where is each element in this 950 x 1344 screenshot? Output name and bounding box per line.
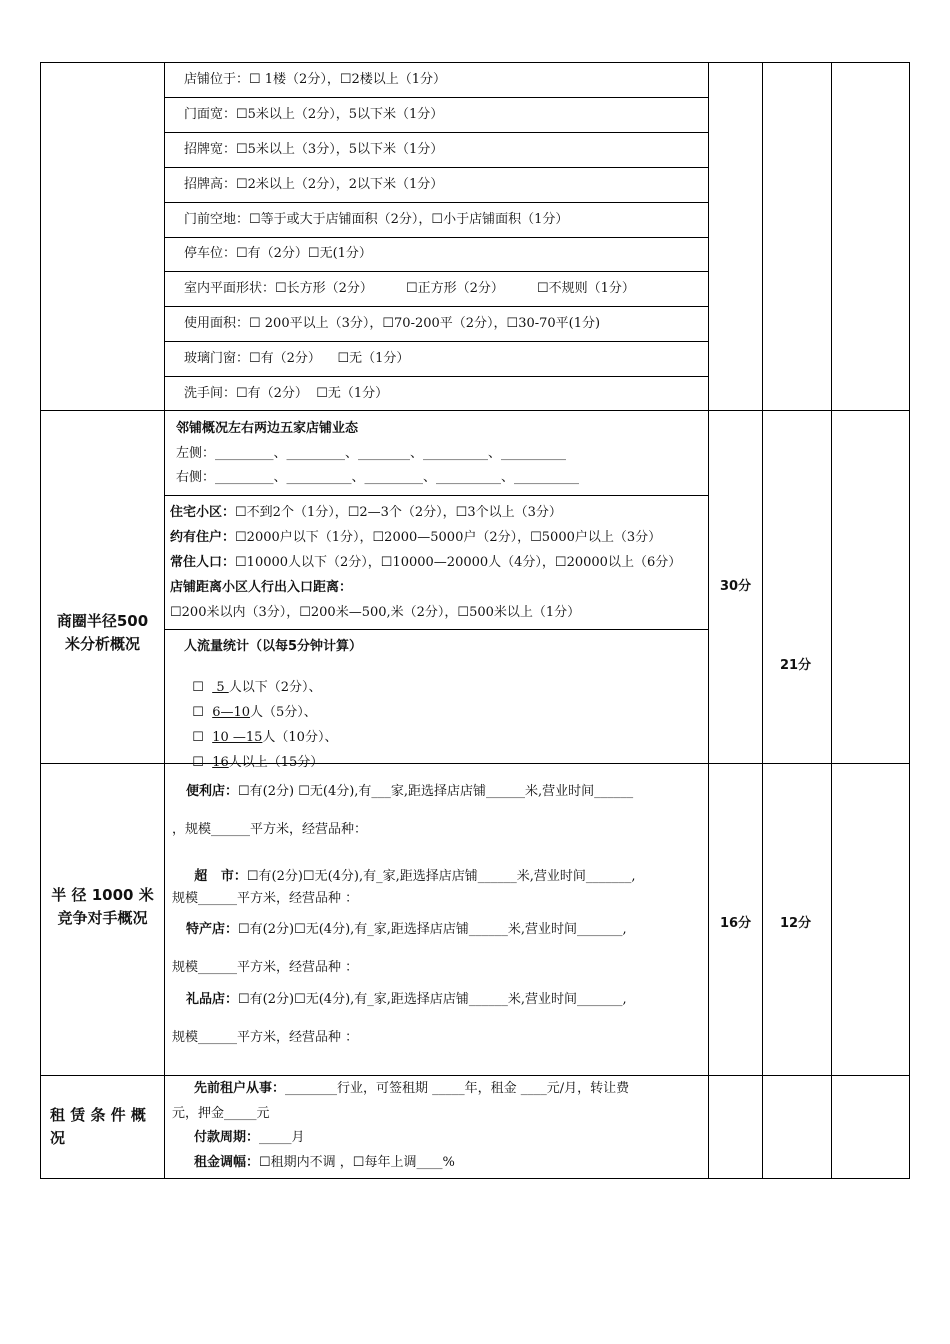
checkbox-icon: ☐ bbox=[192, 730, 204, 745]
col-divider bbox=[831, 62, 832, 1179]
section-label-lease bbox=[50, 1104, 158, 1150]
checkbox-icon: ☐ bbox=[192, 705, 204, 720]
location-row: 玻璃门窗：☐有（2分） ☐无（1分） bbox=[184, 351, 410, 366]
section-label-line: 半 径 1000 米 bbox=[51, 886, 154, 904]
section-label-line: 租 赁 条 件 概 bbox=[50, 1106, 146, 1124]
location-row: 门前空地：☐等于或大于店铺面积（2分），☐小于店铺面积（1分） bbox=[184, 212, 569, 227]
row-divider bbox=[164, 132, 708, 133]
traffic-number: 5 bbox=[212, 680, 229, 695]
section-label-line: 竞争对手概况 bbox=[57, 909, 148, 927]
row-divider bbox=[164, 376, 708, 377]
location-row: 停车位：☐有（2分）☐无(1分） bbox=[184, 246, 372, 261]
residential-row bbox=[170, 505, 562, 521]
location-row: 使用面积：☐ 200平以上（3分），☐70-200平（2分），☐30-70平(1分) bbox=[184, 316, 601, 331]
checkbox-icon: ☐ bbox=[192, 680, 204, 695]
distance-options: ☐200米以内（3分），☐200米—500,米（2分），☐500米以上（1分） bbox=[170, 605, 581, 620]
residential-options: ☐2000户以下（1分），☐2000—5000户（2分），☐5000户以上（3分） bbox=[235, 530, 662, 545]
traffic-text: 人（10分）、 bbox=[262, 730, 338, 745]
row-divider bbox=[164, 306, 708, 307]
col-divider bbox=[164, 62, 165, 1179]
section-label-line: 米分析概况 bbox=[64, 635, 140, 653]
lease-value: ☐租期内不调 ，☐每年上调____% bbox=[259, 1155, 455, 1170]
lease-label: 付款周期： bbox=[194, 1130, 260, 1145]
row-divider bbox=[164, 237, 708, 238]
residential-label: 约有住户： bbox=[170, 530, 236, 545]
traffic-text: 人以下（2分）、 bbox=[228, 680, 322, 695]
traffic-number: 6—10 bbox=[212, 705, 251, 720]
residential-options: ☐不到2个（1分），☐2—3个（2分），☐3个以上（3分） bbox=[235, 505, 562, 520]
neighbors-title: 邻铺概况左右两边五家店铺业态 bbox=[176, 421, 359, 436]
residential-options: ☐10000人以下（2分），☐10000—20000人（4分），☐20000以上（6分） bbox=[235, 555, 682, 570]
row-divider bbox=[164, 202, 708, 203]
section-divider bbox=[40, 1075, 910, 1076]
section-label-line: 况 bbox=[50, 1129, 66, 1147]
traffic-text: 人以上（15分） bbox=[228, 755, 324, 770]
traffic-number: 16 bbox=[212, 755, 229, 770]
lease-payment-cycle bbox=[194, 1130, 305, 1146]
traffic-text: 人（5分）、 bbox=[250, 705, 317, 720]
location-row: 门面宽：☐5米以上（2分），5以下米（1分） bbox=[184, 107, 444, 122]
location-row: 店铺位于：☐ 1楼（2分），☐2楼以上（1分） bbox=[184, 72, 447, 87]
competitor-row bbox=[186, 922, 627, 938]
section-label-trade-area bbox=[41, 610, 164, 656]
row-divider bbox=[164, 629, 708, 630]
col-divider bbox=[708, 62, 709, 1179]
traffic-title: 人流量统计（以每5分钟计算） bbox=[184, 639, 363, 654]
lease-value: _____月 bbox=[259, 1130, 305, 1145]
competitor-fields: ☐有(2分)☐无(4分),有_家,距选择店店铺______米,营业时间_______, bbox=[238, 992, 627, 1007]
competitor-row bbox=[186, 784, 633, 800]
competitor-fields: ☐有(2分)☐无(4分),有_家,距选择店店铺______米,营业时间_______, bbox=[238, 922, 627, 937]
row-divider bbox=[164, 341, 708, 342]
section-divider bbox=[40, 410, 910, 411]
neighbors-right: 右侧：_________、__________、_________、__________、__________ bbox=[176, 470, 580, 485]
competitor-fields: ☐有(2分) ☐无(4分),有___家,距选择店店铺______米,营业时间______ bbox=[238, 784, 634, 799]
row-divider bbox=[164, 495, 708, 496]
competitor-detail: ，规模______平方米，经营品种： bbox=[172, 822, 368, 837]
lease-deposit: 元，押金_____元 bbox=[172, 1106, 270, 1121]
section-divider bbox=[40, 763, 910, 764]
lease-previous-tenant bbox=[194, 1081, 629, 1097]
location-row: 室内平面形状：☐长方形（2分） ☐正方形（2分） ☐不规则（1分） bbox=[184, 281, 635, 296]
residential-label: 住宅小区： bbox=[170, 505, 236, 520]
row-divider bbox=[164, 167, 708, 168]
traffic-item bbox=[184, 739, 323, 771]
lease-label: 租金调幅： bbox=[194, 1155, 260, 1170]
residential-row bbox=[170, 580, 352, 596]
section-label-competitors bbox=[41, 884, 164, 930]
competitor-type: 特产店： bbox=[186, 922, 239, 937]
location-row: 招牌高：☐2米以上（2分），2以下米（1分） bbox=[184, 177, 444, 192]
lease-rent-adjustment bbox=[194, 1155, 455, 1171]
row-divider bbox=[164, 271, 708, 272]
col-divider bbox=[762, 62, 763, 1179]
competitor-type: 礼品店： bbox=[186, 992, 239, 1007]
residential-label: 常住人口： bbox=[170, 555, 236, 570]
competitor-type: 超 市： bbox=[194, 869, 247, 884]
max-score: 16分 bbox=[720, 916, 752, 931]
row-divider bbox=[164, 97, 708, 98]
traffic-number: 10 —15 bbox=[212, 730, 263, 745]
location-row: 招牌宽：☐5米以上（3分），5以下米（1分） bbox=[184, 142, 444, 157]
competitor-detail: 规模______平方米，经营品种 ： bbox=[172, 1030, 359, 1045]
competitor-row bbox=[186, 853, 636, 885]
competitor-row bbox=[186, 992, 627, 1008]
checkbox-icon: ☐ bbox=[192, 755, 204, 770]
residential-row bbox=[170, 530, 661, 546]
competitor-fields: ☐有(2分)☐无(4分),有_家,距选择店店铺______米,营业时间_______, bbox=[246, 869, 636, 884]
max-score: 30分 bbox=[720, 579, 752, 594]
neighbors-left: 左侧：_________、_________、________、__________、__________ bbox=[176, 446, 567, 461]
competitor-detail: 规模______平方米，经营品种 ： bbox=[172, 960, 359, 975]
residential-label: 店铺距离小区人行出入口距离： bbox=[170, 580, 353, 595]
actual-score: 21分 bbox=[780, 658, 812, 673]
residential-row bbox=[170, 555, 681, 571]
section-label-line: 商圈半径500 bbox=[56, 612, 149, 630]
competitor-detail: 规模______平方米，经营品种 ： bbox=[172, 891, 359, 906]
competitor-type: 便利店： bbox=[186, 784, 239, 799]
lease-value: ________行业，可签租期 _____年，租金 ____元/月，转让费 bbox=[285, 1081, 630, 1096]
actual-score: 12分 bbox=[780, 916, 812, 931]
lease-label: 先前租户从事： bbox=[194, 1081, 286, 1096]
location-row: 洗手间：☐有（2分） ☐无（1分） bbox=[184, 386, 389, 401]
